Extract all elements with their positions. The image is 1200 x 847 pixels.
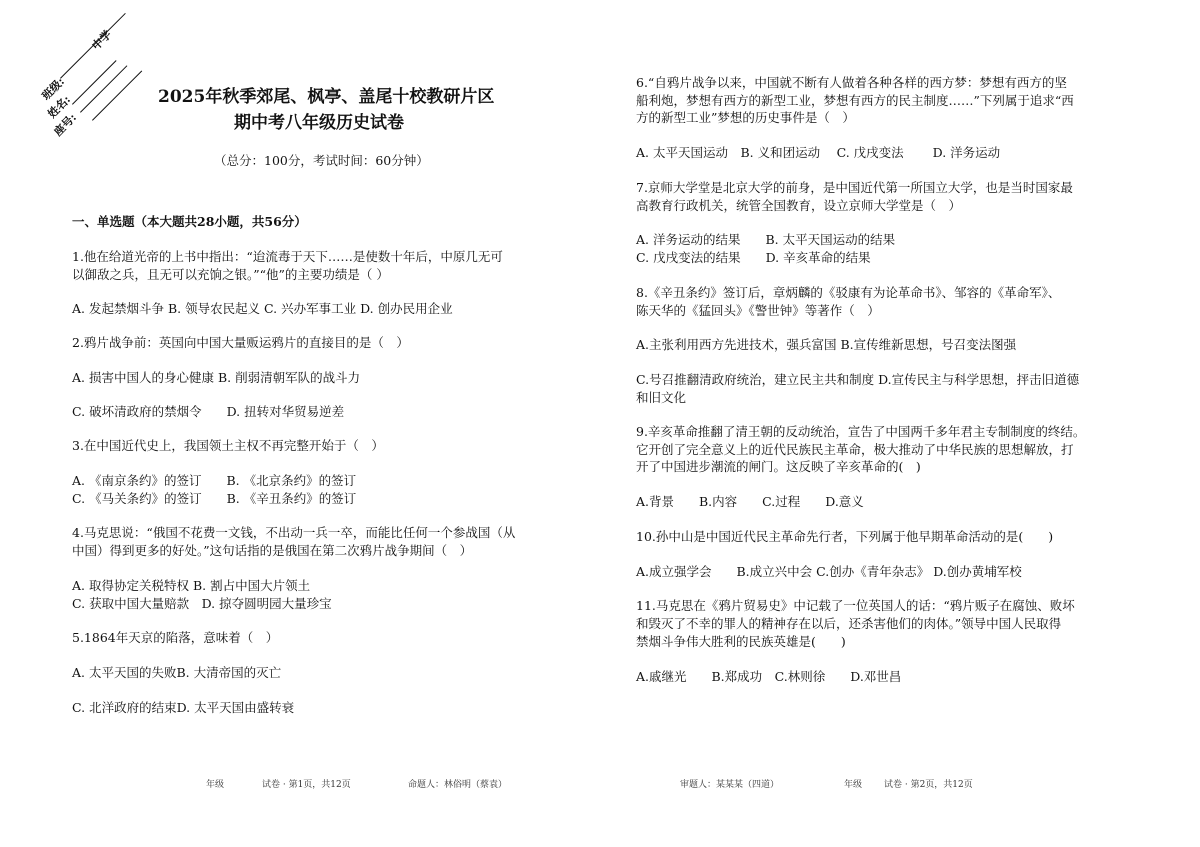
question-stem: 8.《辛丑条约》签订后，章炳麟的《驳康有为论革命书》、邹容的《革命军》、	[636, 285, 1061, 300]
question-options: C. 北洋政府的结束D. 太平天国由盛转衰	[72, 700, 295, 715]
question-options: C. 破坏清政府的禁烟令 D. 扭转对华贸易逆差	[72, 404, 345, 419]
question-options: A. 洋务运动的结果 B. 太平天国运动的结果	[636, 232, 896, 247]
seat-label: 座号:	[51, 110, 80, 139]
question-stem: 它开创了完全意义上的近代民族民主革命，极大推动了中华民族的思想解放，打	[636, 442, 1074, 457]
question-stem: 9.辛亥革命推翻了清王朝的反动统治，宣告了中国两千多年君主专制制度的终结。	[636, 424, 1086, 439]
question-stem: 高教育行政机关，统管全国教育，设立京师大学堂是（ ）	[636, 198, 962, 213]
question-stem: 10.孙中山是中国近代民主革命先行者，下列属于他早期革命活动的是( )	[636, 529, 1054, 544]
question-stem: 3.在中国近代史上，我国领土主权不再完整开始于（ ）	[72, 438, 384, 453]
question-stem: 方的新型工业”梦想的历史事件是（ ）	[636, 110, 855, 125]
question-options: C.号召推翻清政府统治，建立民主共和制度 D.宣传民主与科学思想，抨击旧道德	[636, 372, 1080, 387]
school-label: 中学	[89, 27, 115, 53]
question-options: A.成立强学会 B.成立兴中会 C.创办《青年杂志》 D.创办黄埔军校	[636, 564, 1022, 579]
question-options: C. 戊戌变法的结果 D. 辛亥革命的结果	[636, 250, 871, 265]
question-stem: 4.马克思说：“俄国不花费一文钱，不出动一兵一卒，而能比任何一个参战国（从	[72, 525, 516, 540]
question-stem: 中国）得到更多的好处。”这句话指的是俄国在第二次鸦片战争期间（ ）	[72, 543, 473, 558]
question-stem: 开了中国进步潮流的闸门。这反映了辛亥革命的( )	[636, 459, 921, 474]
question-stem: 1.他在给道光帝的上书中指出：“迨流毒于天下……是使数十年后，中原几无可	[72, 249, 503, 264]
question-stem: 陈天华的《猛回头》《警世钟》等著作（ ）	[636, 303, 880, 318]
question-stem: 6.“自鸦片战争以来，中国就不断有人做着各种各样的西方梦：梦想有西方的坚	[636, 75, 1067, 90]
school-blank	[60, 13, 126, 79]
question-options: A. 《南京条约》的签订 B. 《北京条约》的签订	[72, 473, 357, 488]
question-options: C. 《马关条约》的签订 B. 《辛丑条约》的签订	[72, 491, 357, 506]
question-stem: 和毁灭了不幸的罪人的精神存在以后，还杀害他们的肉体。”领导中国人民取得	[636, 616, 1062, 631]
question-options: A. 发起禁烟斗争 B. 领导农民起义 C. 兴办军事工业 D. 创办民用企业	[72, 301, 453, 316]
question-stem: 7.京师大学堂是北京大学的前身，是中国近代第一所国立大学，也是当时国家最	[636, 180, 1073, 195]
class-label: 班级:	[39, 74, 68, 103]
question-stem: 5.1864年天京的陷落，意味着（ ）	[72, 630, 279, 645]
question-options: A.戚继光 B.郑成功 C.林则徐 D.邓世昌	[636, 669, 902, 684]
section-heading: 一、单选题（本大题共28小题，共56分）	[72, 214, 307, 229]
question-options: 和旧文化	[636, 390, 687, 405]
exam-title-line2: 期中考八年级历史试卷	[234, 113, 404, 133]
footer-page-number: 试卷 · 第2页，共12页	[884, 780, 973, 790]
exam-title-line1: 2025年秋季郊尾、枫亭、盖尾十校教研片区	[158, 87, 495, 107]
seat-blank	[92, 71, 142, 121]
question-options: C. 获取中国大量赔款 D. 掠夺圆明园大量珍宝	[72, 596, 332, 611]
exam-page-right	[600, 0, 1200, 847]
footer-reviewer: 审题人：某某某（四道）	[680, 780, 780, 790]
question-options: A.主张利用西方先进技术，强兵富国 B.宣传维新思想，号召变法图强	[636, 337, 1017, 352]
question-stem: 11.马克思在《鸦片贸易史》中记载了一位英国人的话：“鸦片贩子在腐蚀、败坏	[636, 598, 1075, 613]
footer-grade: 年级	[206, 780, 225, 790]
question-options: A. 损害中国人的身心健康 B. 削弱清朝军队的战斗力	[72, 370, 361, 385]
question-stem: 以御敌之兵，且无可以充饷之银。”“他”的主要功绩是（ ）	[72, 267, 389, 282]
exam-meta: （总分：100分，考试时间：60分钟）	[214, 153, 429, 168]
footer-grade: 年级	[844, 780, 863, 790]
question-options: A. 太平天国运动 B. 义和团运动 C. 戊戌变法 D. 洋务运动	[636, 145, 1001, 160]
footer-author: 命题人：林俗明（蔡袁）	[408, 780, 508, 790]
question-options: A.背景 B.内容 C.过程 D.意义	[636, 494, 864, 509]
question-stem: 船利炮，梦想有西方的新型工业，梦想有西方的民主制度……”下列属于追求“西	[636, 93, 1074, 108]
footer-page-number: 试卷 · 第1页，共12页	[262, 780, 351, 790]
question-options: A. 取得协定关税特权 B. 割占中国大片领土	[72, 578, 311, 593]
name-label: 姓名:	[45, 92, 74, 121]
question-options: A. 太平天国的失败B. 大清帝国的灭亡	[72, 665, 282, 680]
question-stem: 禁烟斗争伟大胜利的民族英雄是( )	[636, 634, 846, 649]
question-stem: 2.鸦片战争前：英国向中国大量贩运鸦片的直接目的是（ ）	[72, 335, 409, 350]
